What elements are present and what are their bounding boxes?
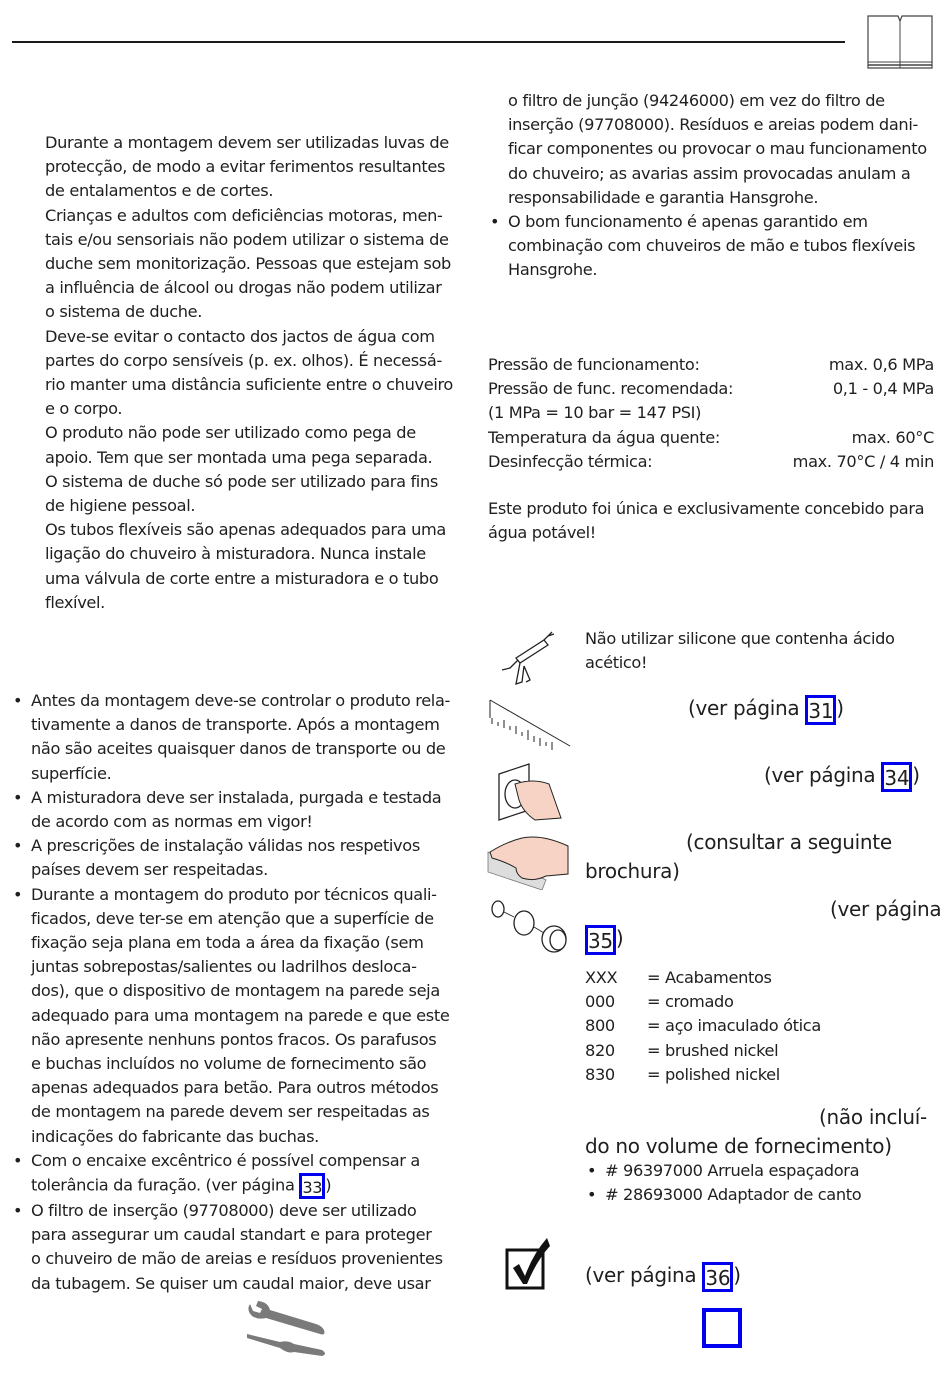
text-line: do chuveiro; as avarias assim provocadas anulam a xyxy=(508,163,911,183)
header-rule xyxy=(12,41,845,43)
text-line: juntas sobrepostas/salientes ou ladrilhos desloca- xyxy=(31,957,417,977)
bullet-mixer-install xyxy=(31,786,450,834)
finishes-table xyxy=(585,966,821,1087)
finish-row xyxy=(585,1014,821,1038)
bullet-hansgrohe-only xyxy=(508,210,927,283)
finish-row xyxy=(585,990,821,1014)
text-line: (não incluí- xyxy=(819,1105,927,1129)
text-line: Este produto foi única e exclusivamente concebido para xyxy=(488,499,925,518)
text-line: duche sem monitorização. Pessoas que estejam sob xyxy=(45,254,451,274)
text-line: O sistema de duche só pode ser utilizado para fins xyxy=(45,471,438,491)
accessory-item: • # 96397000 Arruela espaçadora xyxy=(605,1159,861,1183)
accessories-heading xyxy=(585,1103,927,1161)
spare-parts-icon xyxy=(488,897,572,953)
text-line: • Antes da montagem deve-se controlar o produto rela- xyxy=(31,691,451,710)
text-line: do no volume de fornecimento) xyxy=(585,1134,892,1158)
safety-notes xyxy=(45,131,453,615)
safety-paragraph-grip xyxy=(45,421,453,469)
text-span: ) xyxy=(325,1175,332,1195)
text-line: dos), que o dispositivo de montagem na parede seja xyxy=(31,981,440,1001)
finish-row xyxy=(585,966,821,990)
text-line: protecção, de modo a evitar ferimentos resultantes xyxy=(45,157,446,177)
text-line: partes do corpo sensíveis (p. ex. olhos). É necessá- xyxy=(45,350,442,370)
text-span: (ver página xyxy=(585,1263,703,1287)
text-line: o filtro de junção (94246000) em vez do filtro de xyxy=(508,91,885,110)
safety-paragraph-hygiene xyxy=(45,470,453,518)
text-line: uma válvula de corte entre a misturadora e o tubo xyxy=(45,568,439,588)
text-line: • O filtro de inserção (97708000) deve ser utilizado xyxy=(31,1201,417,1221)
text-line: tivamente a danos de transporte. Após a montagem xyxy=(31,715,440,735)
page-link-31[interactable]: 31 xyxy=(805,695,836,725)
finish-code: XXX xyxy=(585,968,618,987)
text-line: • A prescrições de instalação válidas nos respetivos xyxy=(31,836,420,856)
care-reference xyxy=(585,828,892,886)
text-line: superfície. xyxy=(31,763,112,783)
spec-row xyxy=(488,377,934,401)
spec-value: max. 60°C xyxy=(851,427,934,447)
filter-continuation xyxy=(508,89,927,283)
text-line: (ver página xyxy=(830,897,942,921)
text-line: responsabilidade e garantia Hansgrohe. xyxy=(508,187,819,207)
text-line: fixação seja plana em toda a área da fixação (sem xyxy=(31,933,424,953)
text-line: de higiene pessoal. xyxy=(45,496,196,516)
page-link-35[interactable]: 35 xyxy=(585,925,616,955)
text-line: ligação do chuveiro à misturadora. Nunca instale xyxy=(45,544,426,564)
text-line: • O bom funcionamento é apenas garantido em xyxy=(508,212,868,232)
text-span: tolerância da furação. (ver página xyxy=(31,1175,300,1195)
installation-notes xyxy=(31,689,450,1296)
checkmark-box-icon xyxy=(505,1234,551,1290)
spec-label: Pressão de func. recomendada: xyxy=(488,379,734,399)
text-line: de montagem na parede devem ser respeitadas as xyxy=(31,1102,430,1122)
silicone-warning xyxy=(585,627,895,675)
text-line: a influência de álcool ou drogas não podem utilizar xyxy=(45,278,442,298)
text-line: Durante a montagem devem ser utilizadas luvas de xyxy=(45,133,449,152)
bullet-transport-damage xyxy=(31,689,450,786)
finish-code: 800 xyxy=(585,1016,615,1036)
text-line: Hansgrohe. xyxy=(508,260,598,280)
silicone-gun-icon xyxy=(496,628,558,688)
bullet-eccentric xyxy=(31,1149,450,1199)
text-line: não apresente nenhuns pontos fracos. Os parafusos xyxy=(31,1029,437,1049)
text-line: (consultar a seguinte xyxy=(686,830,892,854)
text-line: • Com o encaixe excêntrico é possível compensar a xyxy=(31,1150,420,1170)
text-line: e buchas incluídos no volume de fornecimento são xyxy=(31,1054,427,1074)
text-line xyxy=(31,1173,450,1199)
text-line: O produto não pode ser utilizado como pega de xyxy=(45,423,416,443)
finish-row xyxy=(585,1039,821,1063)
text-span: ) xyxy=(615,926,624,950)
text-line: flexível. xyxy=(45,592,105,612)
spec-label: Desinfecção térmica: xyxy=(488,451,653,471)
text-line: inserção (97708000). Resíduos e areias podem dani- xyxy=(508,115,918,135)
ruler-icon xyxy=(488,698,572,750)
finish-desc: = brushed nickel xyxy=(647,1040,779,1060)
text-line: países devem ser respeitadas. xyxy=(31,860,268,880)
finish-code: 830 xyxy=(585,1064,615,1084)
bullet-regulations xyxy=(31,834,450,882)
finish-desc: = aço imaculado ótica xyxy=(647,1016,821,1036)
text-line: • Durante a montagem do produto por técnicos quali- xyxy=(31,884,437,904)
spec-row xyxy=(488,450,934,474)
text-line: brochura) xyxy=(585,859,680,883)
text-line: não são aceites quaisquer danos de transporte ou de xyxy=(31,739,446,759)
text-line: • A misturadora deve ser instalada, purgada e testada xyxy=(31,787,442,807)
text-line: tais e/ou sensoriais não podem utilizar o sistema de xyxy=(45,229,449,249)
spare-parts-reference xyxy=(585,895,941,955)
text-line xyxy=(585,924,941,955)
text-line: o sistema de duche. xyxy=(45,302,203,322)
text-line: para assegurar um caudal standart e para proteger xyxy=(31,1225,432,1245)
hand-turning-knob-icon xyxy=(493,760,563,822)
text-line: de entalamentos e de cortes. xyxy=(45,181,274,201)
text-line: e o corpo. xyxy=(45,399,123,419)
spec-row xyxy=(488,401,934,425)
finish-desc: = cromado xyxy=(647,992,734,1012)
spec-label: (1 MPa = 10 bar = 147 PSI) xyxy=(488,403,702,423)
text-span: ) xyxy=(836,696,844,720)
text-line: Crianças e adultos com deficiências motoras, men- xyxy=(45,205,443,225)
spec-value: max. 0,6 MPa xyxy=(828,355,934,374)
text-span: ) xyxy=(912,763,920,787)
open-book-icon xyxy=(866,14,934,70)
text-line: rio manter uma distância suficiente entre o chuveiro xyxy=(45,375,453,395)
safety-paragraph-hoses xyxy=(45,518,453,615)
finish-desc: = polished nickel xyxy=(647,1064,780,1084)
text-span: ) xyxy=(733,1263,741,1287)
finish-row xyxy=(585,1063,821,1087)
hand-cleaning-icon xyxy=(486,832,570,890)
page-link-36[interactable]: 36 xyxy=(702,1262,733,1292)
test-reference xyxy=(585,1261,741,1292)
safety-paragraph-gloves xyxy=(45,131,453,204)
text-line: adequado para uma montagem na parede e que este xyxy=(31,1005,450,1025)
text-line: acético! xyxy=(585,653,648,673)
empty-link-box[interactable] xyxy=(702,1308,742,1348)
text-line: Deve-se evitar o contacto dos jactos de água com xyxy=(45,326,435,346)
wrench-screwdriver-icon xyxy=(244,1300,328,1356)
technical-specs xyxy=(488,353,934,474)
text-span: (ver página xyxy=(764,763,882,787)
text-line: apenas adequados para betão. Para outros métodos xyxy=(31,1078,439,1098)
text-line: Não utilizar silicone que contenha ácido xyxy=(585,629,895,648)
spec-label: Temperatura da água quente: xyxy=(488,427,720,447)
bullet-insert-filter xyxy=(31,1199,450,1296)
text-line: ficar componentes ou provocar o mau funcionamento xyxy=(508,139,927,159)
page-link-33[interactable]: 33 xyxy=(299,1173,325,1199)
accessories-list xyxy=(605,1159,861,1207)
text-line: de acordo com as normas em vigor! xyxy=(31,812,313,832)
text-span: (ver página xyxy=(688,696,806,720)
spec-label: Pressão de funcionamento: xyxy=(488,355,700,374)
text-line: o chuveiro de mão de areias e resíduos provenientes xyxy=(31,1249,443,1269)
potable-water-note xyxy=(488,497,924,545)
cleaning-reference xyxy=(764,761,920,792)
spec-value: max. 70°C / 4 min xyxy=(792,451,934,471)
text-line: ficados, deve ter-se em atenção que a superfície de xyxy=(31,908,434,928)
finish-desc: = Acabamentos xyxy=(647,968,772,987)
spec-row xyxy=(488,353,934,377)
text-line: indicações do fabricante das buchas. xyxy=(31,1126,319,1146)
safety-paragraph-jets xyxy=(45,325,453,422)
text-line: apoio. Tem que ser montada uma pega separada. xyxy=(45,447,433,467)
text-line: combinação com chuveiros de mão e tubos flexíveis xyxy=(508,236,916,256)
dimensions-reference xyxy=(688,694,844,725)
finish-code: 000 xyxy=(585,992,615,1012)
spec-row xyxy=(488,426,934,450)
safety-paragraph-children xyxy=(45,204,453,325)
bullet-wall-mounting xyxy=(31,883,450,1149)
accessory-item: • # 28693000 Adaptador de canto xyxy=(605,1183,861,1207)
page-link-34[interactable]: 34 xyxy=(881,762,912,792)
text-line: água potável! xyxy=(488,523,596,543)
text-line: da tubagem. Se quiser um caudal maior, deve usar xyxy=(31,1273,431,1293)
finish-code: 820 xyxy=(585,1040,615,1060)
spec-value: 0,1 - 0,4 MPa xyxy=(832,379,934,399)
text-line: Os tubos flexíveis são apenas adequados para uma xyxy=(45,520,446,540)
